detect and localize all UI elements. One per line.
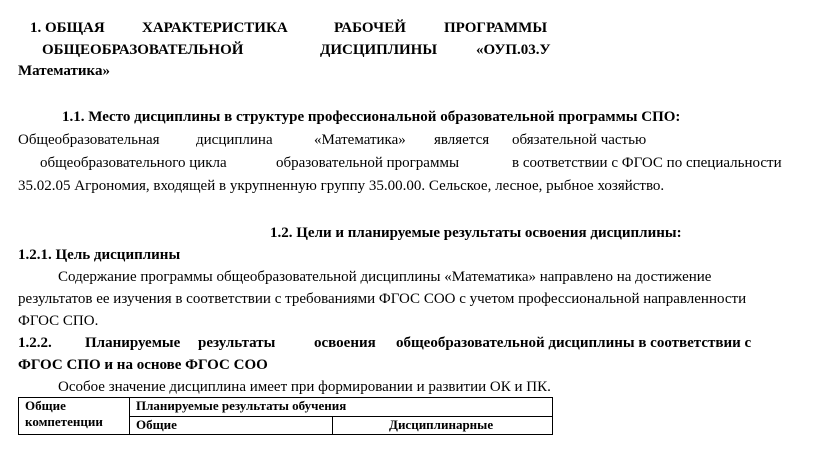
section-1-2-2-heading-part-2: Планируемые <box>85 335 181 351</box>
section-1-2-2-heading-part-4: освоения <box>314 335 376 351</box>
section-1-1-line1-part-5: обязательной частью <box>512 132 647 148</box>
section-1-2-2-heading-part-5: общеобразовательной дисциплины в соответствии с <box>396 335 752 351</box>
section-1-2-2-paragraph: Особое значение дисциплина имеет при формировании и развитии ОК и ПК. <box>58 379 551 395</box>
section-1-2-1-line1: Содержание программы общеобразовательной дисциплины «Математика» направлено на достижение <box>58 269 712 285</box>
section-1-2-2-heading-part-1: 1.2.2. <box>18 335 52 351</box>
section-1-2-1-line2: результатов ее изучения в соответствии с требованиями ФГОС СОО с учетом профессиональной направленности <box>18 291 747 307</box>
section-1-heading-line2-part-1: ОБЩЕОБРАЗОВАТЕЛЬНОЙ <box>42 42 244 58</box>
section-1-1-line1-part-3: «Математика» <box>314 132 406 148</box>
section-1-2-2-heading-part-3: результаты <box>198 335 276 351</box>
section-1-1-line1-part-2: дисциплина <box>196 132 273 148</box>
section-1-1-line2-part-1: общеобразовательного цикла <box>40 155 227 171</box>
table-header-competencies: Общие компетенции <box>19 398 130 435</box>
section-1-heading-word-4: ПРОГРАММЫ <box>444 20 548 36</box>
section-1-heading-line2-part-3: «ОУП.03.У <box>476 42 551 58</box>
section-1-1-line2-part-3: в соответствии с ФГОС по специальности <box>512 155 782 171</box>
section-1-1-line3: 35.02.05 Агрономия, входящей в укрупненную группу 35.00.00. Сельское, лесное, рыбное хозяйство. <box>18 178 665 194</box>
section-1-1-line2-part-2: образовательной программы <box>276 155 460 171</box>
section-1-heading-word-1: 1. ОБЩАЯ <box>30 20 105 36</box>
section-1-heading-line3: Математика» <box>18 63 110 79</box>
table-header-planned-results: Планируемые результаты обучения <box>130 398 553 417</box>
section-1-2-1-heading: 1.2.1. Цель дисциплины <box>18 247 181 263</box>
section-1-2-heading: 1.2. Цели и планируемые результаты освоения дисциплины: <box>270 225 682 241</box>
table-subheader-general: Общие <box>130 416 333 435</box>
section-1-heading-word-2: ХАРАКТЕРИСТИКА <box>142 20 288 36</box>
section-1-heading-word-3: РАБОЧЕЙ <box>334 20 406 36</box>
section-1-2-1-line3: ФГОС СПО. <box>18 313 99 329</box>
section-1-1-heading: 1.1. Место дисциплины в структуре профессиональной образовательной программы СПО: <box>62 109 681 125</box>
section-1-2-2-heading-line2: ФГОС СПО и на основе ФГОС СОО <box>18 357 268 373</box>
section-1-heading-line2-part-2: ДИСЦИПЛИНЫ <box>320 42 438 58</box>
competencies-table <box>18 397 553 435</box>
table-subheader-disciplinary: Дисциплинарные <box>333 416 553 435</box>
section-1-1-line1-part-1: Общеобразовательная <box>18 132 160 148</box>
section-1-1-line1-part-4: является <box>434 132 490 148</box>
